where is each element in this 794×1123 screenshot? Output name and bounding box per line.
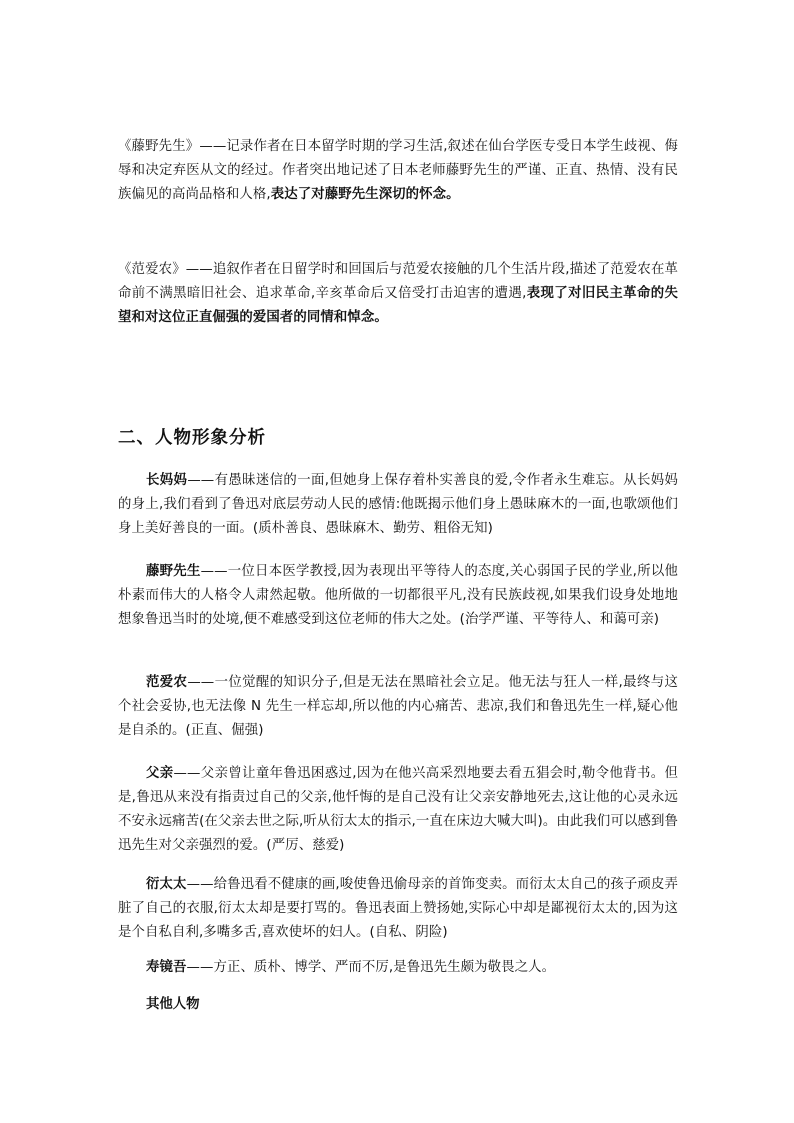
character-description: ——给鲁迅看不健康的画,唆使鲁迅偷母亲的首饰变卖。而衍太太自己的孩子顽皮弄脏了自己的衣服,衍太太却是要打骂的。鲁迅表面上赞扬她,实际心中却是鄙视衍太太的,因为这是个自私自利,多嘴多舌,喜欢使坏的妇人。(自私、阴险) bbox=[118, 877, 678, 940]
character-description: ——一位觉醒的知识分子,但是无法在黑暗社会立足。他无法与狂人一样,最终与这个社会妥协,也无法像 N 先生一样忘却,所以他的内心痛苦、悲凉,我们和鲁迅先生一样,疑心他是自杀的。(正直、倔强) bbox=[118, 675, 678, 738]
section-title: 二、人物形象分析 bbox=[118, 428, 266, 448]
character-description: ——一位日本医学教授,因为表现出平等待人的态度,关心弱国子民的学业,所以他朴素而伟大的人格令人肃然起敬。他所做的一切都很平凡,没有民族歧视,如果我们设身处地地想象鲁迅当时的处境,便不难感受到这位老师的伟大之处。(治学严谨、平等待人、和蔼可亲) bbox=[118, 564, 678, 627]
character-name: 寿镜吾 bbox=[146, 960, 187, 975]
intro-fujino-title: 《藤野先生》 bbox=[118, 139, 200, 154]
character-paragraph-father bbox=[118, 762, 678, 858]
character-paragraph-fujino bbox=[118, 560, 678, 632]
intro-fanainong-emphasis: 表现了对旧民主革命的失望和对这位正直倔强的爱国者的同情和悼念。 bbox=[118, 286, 678, 325]
character-name: 藤野先生 bbox=[146, 564, 201, 579]
intro-fanainong-text: ——追叙作者在日留学时和回国后与范爱农接触的几个生活片段,描述了范爱农在革命前不满黑暗旧社会、追求革命,辛亥革命后又倍受打击迫害的遭遇, bbox=[118, 262, 678, 301]
character-description: ——方正、质朴、博学、严而不厉,是鲁迅先生颇为敬畏之人。 bbox=[186, 960, 556, 975]
character-name: 范爱农 bbox=[146, 675, 188, 690]
character-paragraph-fanainong bbox=[118, 671, 678, 743]
other-characters-label: 其他人物 bbox=[146, 997, 200, 1012]
intro-fanainong-title: 《范爱农》 bbox=[118, 262, 186, 277]
character-name: 长妈妈 bbox=[146, 473, 188, 488]
intro-fanainong-paragraph bbox=[118, 258, 678, 330]
character-name: 父亲 bbox=[146, 766, 174, 781]
character-paragraph-yantaitai bbox=[118, 873, 678, 945]
character-paragraph-changmama bbox=[118, 469, 678, 541]
intro-fujino-text: ——记录作者在日本留学时期的学习生活,叙述在仙台学医专受日本学生歧视、侮辱和决定弃医从文的经过。作者突出地记述了日本老师藤野先生的严谨、正直、热情、没有民族偏见的高尚品格和人格, bbox=[118, 139, 678, 202]
character-description: ——有愚昧迷信的一面,但她身上保存着朴实善良的爱,令作者永生难忘。从长妈妈的身上,我们看到了鲁迅对底层劳动人民的感情:他既揭示他们身上愚昧麻木的一面,也歌颂他们身上美好善良的一面。(质朴善良、愚昧麻木、勤劳、粗俗无知) bbox=[118, 473, 678, 536]
character-name: 衍太太 bbox=[146, 877, 187, 892]
intro-fujino-paragraph bbox=[118, 135, 678, 207]
intro-fujino-emphasis: 表达了对藤野先生深切的怀念。 bbox=[270, 187, 460, 202]
character-paragraph-shoujingwu bbox=[118, 956, 678, 980]
character-description: ——父亲曾让童年鲁迅困惑过,因为在他兴高采烈地要去看五猖会时,勒令他背书。但是,鲁迅从来没有指责过自己的父亲,他忏悔的是自己没有让父亲安静地死去,这让他的心灵永远不安永远痛苦(在父亲去世之际,听从衍太太的指示,一直在床边大喊大叫)。由此我们可以感到鲁迅先生对父亲强烈的爱。(严厉、慈爱) bbox=[118, 766, 679, 853]
